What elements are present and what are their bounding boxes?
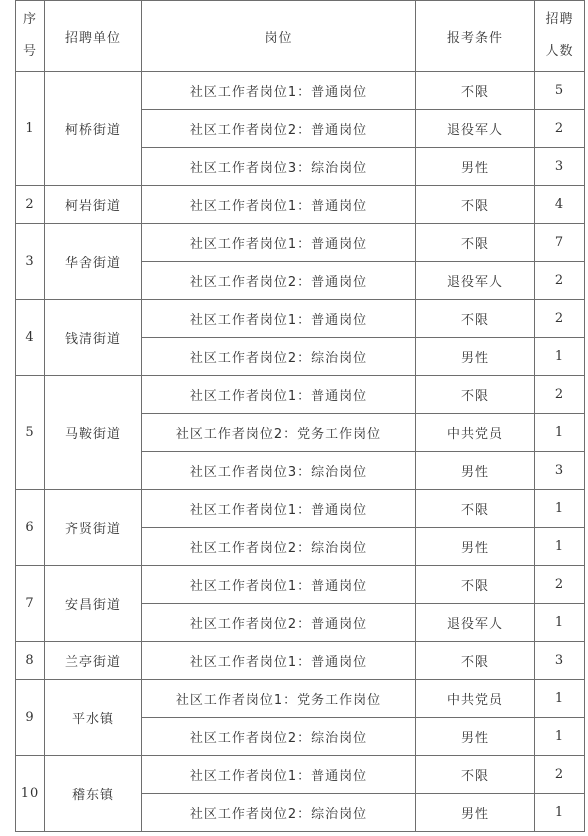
condition-cell: 不限 [416,756,535,794]
position-cell: 社区工作者岗位1：普通岗位 [142,642,416,680]
seq-cell: 9 [16,680,45,756]
table-row [16,566,585,604]
condition-cell: 男性 [416,718,535,756]
unit-cell: 齐贤街道 [45,490,142,566]
count-cell: 3 [535,642,585,680]
condition-cell: 退役军人 [416,604,535,642]
seq-cell: 2 [16,186,45,224]
header-seq [16,1,45,72]
condition-cell: 中共党员 [416,414,535,452]
condition-cell: 男性 [416,338,535,376]
condition-cell: 不限 [416,300,535,338]
position-cell: 社区工作者岗位2：综治岗位 [142,338,416,376]
position-cell: 社区工作者岗位1：普通岗位 [142,186,416,224]
position-cell: 社区工作者岗位1：普通岗位 [142,224,416,262]
condition-cell: 男性 [416,794,535,832]
seq-cell: 10 [16,756,45,832]
count-cell: 2 [535,262,585,300]
position-cell: 社区工作者岗位1：党务工作岗位 [142,680,416,718]
seq-cell: 3 [16,224,45,300]
position-cell: 社区工作者岗位2：普通岗位 [142,110,416,148]
unit-cell: 安昌街道 [45,566,142,642]
count-cell: 5 [535,72,585,110]
condition-cell: 不限 [416,566,535,604]
count-cell: 2 [535,110,585,148]
condition-cell: 男性 [416,452,535,490]
header-position: 岗位 [142,1,416,72]
unit-cell: 华舍街道 [45,224,142,300]
position-cell: 社区工作者岗位2：综治岗位 [142,794,416,832]
header-seq-line1: 序 [22,12,37,27]
unit-cell: 马鞍街道 [45,376,142,490]
table-row [16,642,585,680]
count-cell: 7 [535,224,585,262]
seq-cell: 5 [16,376,45,490]
condition-cell: 不限 [416,72,535,110]
table-row [16,490,585,528]
condition-cell: 不限 [416,376,535,414]
condition-cell: 男性 [416,528,535,566]
position-cell: 社区工作者岗位2：普通岗位 [142,604,416,642]
position-cell: 社区工作者岗位1：普通岗位 [142,490,416,528]
count-cell: 1 [535,718,585,756]
position-cell: 社区工作者岗位3：综治岗位 [142,452,416,490]
header-count [535,1,585,72]
unit-cell: 柯岩街道 [45,186,142,224]
count-cell: 1 [535,680,585,718]
table-row [16,72,585,110]
position-cell: 社区工作者岗位1：普通岗位 [142,300,416,338]
position-cell: 社区工作者岗位2：党务工作岗位 [142,414,416,452]
header-condition: 报考条件 [416,1,535,72]
count-cell: 2 [535,300,585,338]
condition-cell: 退役军人 [416,110,535,148]
position-cell: 社区工作者岗位1：普通岗位 [142,756,416,794]
condition-cell: 男性 [416,148,535,186]
header-seq-line2: 号 [22,44,37,59]
position-cell: 社区工作者岗位2：综治岗位 [142,528,416,566]
unit-cell: 钱清街道 [45,300,142,376]
table-row [16,680,585,718]
header-count-line1: 招聘 [545,12,574,27]
unit-cell: 稽东镇 [45,756,142,832]
condition-cell: 不限 [416,186,535,224]
count-cell: 1 [535,338,585,376]
header-row [16,1,585,72]
seq-cell: 6 [16,490,45,566]
header-count-line2: 人数 [545,44,574,59]
table-row [16,756,585,794]
count-cell: 3 [535,148,585,186]
table-row [16,224,585,262]
count-cell: 4 [535,186,585,224]
condition-cell: 中共党员 [416,680,535,718]
condition-cell: 退役军人 [416,262,535,300]
table-row [16,300,585,338]
recruitment-table [15,0,585,832]
unit-cell: 柯桥街道 [45,72,142,186]
count-cell: 1 [535,414,585,452]
count-cell: 2 [535,756,585,794]
condition-cell: 不限 [416,224,535,262]
position-cell: 社区工作者岗位1：普通岗位 [142,72,416,110]
count-cell: 2 [535,566,585,604]
count-cell: 1 [535,490,585,528]
count-cell: 3 [535,452,585,490]
count-cell: 1 [535,528,585,566]
seq-cell: 4 [16,300,45,376]
position-cell: 社区工作者岗位3：综治岗位 [142,148,416,186]
table-row [16,186,585,224]
count-cell: 1 [535,794,585,832]
unit-cell: 兰亭街道 [45,642,142,680]
count-cell: 2 [535,376,585,414]
position-cell: 社区工作者岗位1：普通岗位 [142,376,416,414]
seq-cell: 7 [16,566,45,642]
position-cell: 社区工作者岗位2：普通岗位 [142,262,416,300]
seq-cell: 1 [16,72,45,186]
table-row [16,376,585,414]
position-cell: 社区工作者岗位2：综治岗位 [142,718,416,756]
condition-cell: 不限 [416,490,535,528]
condition-cell: 不限 [416,642,535,680]
header-unit: 招聘单位 [45,1,142,72]
unit-cell: 平水镇 [45,680,142,756]
count-cell: 1 [535,604,585,642]
seq-cell: 8 [16,642,45,680]
position-cell: 社区工作者岗位1：普通岗位 [142,566,416,604]
